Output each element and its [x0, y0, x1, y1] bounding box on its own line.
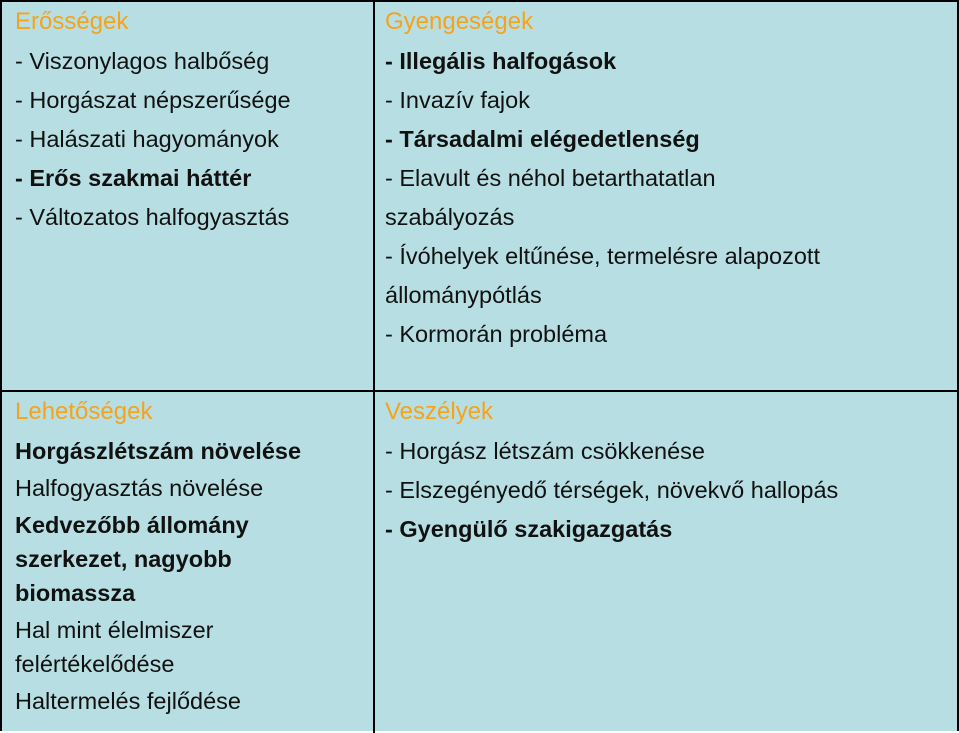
opportunities-item: Horgászlétszám növelése — [15, 438, 302, 464]
strengths-item: - Viszonylagos halbőség — [15, 48, 270, 74]
weaknesses-item-line: állománypótlás — [385, 282, 542, 308]
strengths-cell — [2, 2, 375, 392]
opportunities-cell — [2, 392, 375, 733]
threats-title: Veszélyek — [385, 398, 494, 425]
weaknesses-item: - Társadalmi elégedetlenség — [385, 126, 700, 152]
strengths-item: - Erős szakmai háttér — [15, 165, 252, 191]
weaknesses-item: - Illegális halfogások — [385, 48, 617, 74]
strengths-item: - Változatos halfogyasztás — [15, 204, 290, 230]
weaknesses-item: - Invazív fajok — [385, 87, 530, 113]
weaknesses-item-line: - Ívóhelyek eltűnése, termelésre alapozott — [385, 243, 820, 269]
weaknesses-item — [385, 242, 959, 309]
opportunities-item — [15, 616, 373, 678]
strengths-item: - Horgászat népszerűsége — [15, 87, 291, 113]
weaknesses-cell — [375, 2, 959, 392]
opportunities-item-line: biomassza — [15, 580, 136, 606]
strengths-title: Erősségek — [15, 8, 129, 35]
weaknesses-item — [385, 164, 959, 231]
threats-item: - Gyengülő szakigazgatás — [385, 516, 673, 542]
weaknesses-item: - Kormorán probléma — [385, 321, 608, 347]
threats-item: - Horgász létszám csökkenése — [385, 438, 705, 464]
opportunities-title: Lehetőségek — [15, 398, 153, 425]
threats-item: - Elszegényedő térségek, növekvő hallopás — [385, 477, 839, 503]
weaknesses-title: Gyengeségek — [385, 8, 534, 35]
strengths-item: - Halászati hagyományok — [15, 126, 279, 152]
opportunities-item: Halfogyasztás növelése — [15, 475, 264, 501]
threats-cell — [375, 392, 959, 733]
opportunities-item-line: szerkezet, nagyobb — [15, 546, 232, 572]
opportunities-item-line: felértékelődése — [15, 651, 175, 677]
weaknesses-item-line: szabályozás — [385, 204, 515, 230]
opportunities-item-line: Hal mint élelmiszer — [15, 617, 214, 643]
opportunities-item: Haltermelés fejlődése — [15, 688, 241, 714]
weaknesses-item-line: - Elavult és néhol betarthatatlan — [385, 165, 716, 191]
opportunities-item — [15, 511, 373, 607]
opportunities-item-line: Kedvezőbb állomány — [15, 512, 249, 538]
